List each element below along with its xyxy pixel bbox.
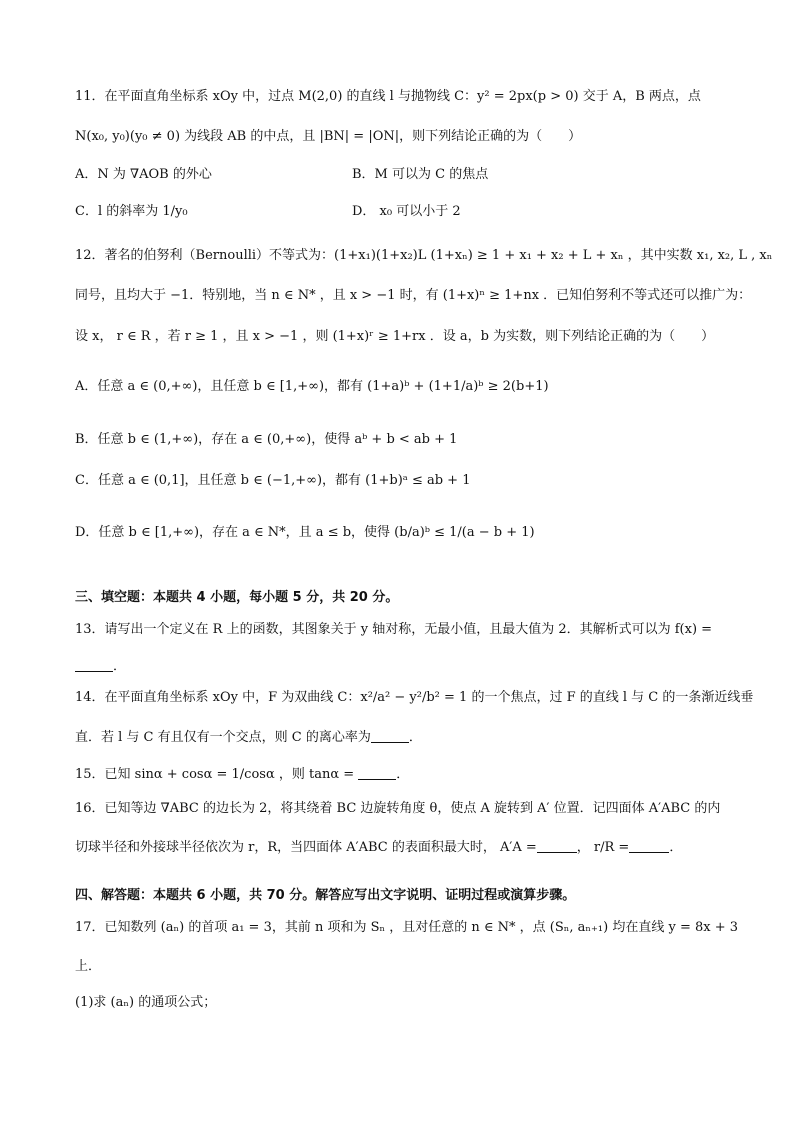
q14-line2-period: ． bbox=[408, 730, 422, 745]
q14-line1: 14．在平面直角坐标系 xOy 中，F 为双曲线 C：x²/a² − y²/b² = 1 的一个焦点，过 F 的直线 l 与 C 的一条渐近线垂 bbox=[75, 690, 754, 705]
q12-option-a: A．任意 a ∈ (0,+∞)，且任意 b ∈ [1,+∞)，都有 (1+a)ᵇ + (1+1/a)ᵇ ≥ 2(b+1) bbox=[75, 379, 549, 394]
q15-line1-period: ． bbox=[396, 767, 410, 782]
q11-option-b: B．M 可以为 C 的焦点 bbox=[352, 167, 489, 182]
q11-option-d: D． x₀ 可以小于 2 bbox=[352, 204, 461, 219]
q14-answer-blank[interactable] bbox=[371, 728, 409, 743]
q12-option-d: D．任意 b ∈ [1,+∞)，存在 a ∈ N*，且 a ≤ b，使得 (b/a)ᵇ ≤ 1/(a − b + 1) bbox=[75, 525, 535, 540]
q12-line3: 设 x， r ∈ R ，若 r ≥ 1 ，且 x > −1 ，则 (1+x)ʳ ≥ 1+rx ．设 a，b 为实数，则下列结论正确的为（ ） bbox=[75, 329, 715, 344]
q12-option-c: C．任意 a ∈ (0,1]，且任意 b ∈ (−1,+∞)，都有 (1+b)ᵃ ≤ ab + 1 bbox=[75, 473, 471, 488]
q11-option-a: A．N 为 ∇AOB 的外心 bbox=[75, 167, 212, 182]
q16-line2-mid: ， r/R = bbox=[576, 840, 630, 855]
q11-line2: N(x₀, y₀)(y₀ ≠ 0) 为线段 AB 的中点，且 |BN| = |ON|，则下列结论正确的为（ ） bbox=[75, 129, 582, 144]
q14-line2 bbox=[75, 728, 754, 747]
q12-line2: 同号，且均大于 −1．特别地，当 n ∈ N* ，且 x > −1 时，有 (1+x)ⁿ ≥ 1+nx ．已知伯努利不等式还可以推广为： bbox=[75, 288, 752, 303]
q16-answer-blank-1[interactable] bbox=[537, 838, 577, 853]
q16-line1: 16．已知等边 ∇ABC 的边长为 2，将其绕着 BC 边旋转角度 θ，使点 A 旋转到 A′ 位置．记四面体 A′ABC 的内 bbox=[75, 801, 721, 816]
q16-line2 bbox=[75, 838, 754, 857]
q13-line1: 13．请写出一个定义在 R 上的函数，其图象关于 y 轴对称，无最小值，且最大值为 2．其解析式可以为 f(x) = bbox=[75, 622, 713, 637]
q11-line1: 11．在平面直角坐标系 xOy 中，过点 M(2,0) 的直线 l 与抛物线 C：y² = 2px(p > 0) 交于 A，B 两点，点 bbox=[75, 89, 701, 104]
q13-answer-blank[interactable] bbox=[75, 657, 113, 672]
q15-line1-text: 15．已知 sinα + cosα = 1/cosα ，则 tanα = bbox=[75, 767, 355, 782]
q14-line2-text: 直．若 l 与 C 有且仅有一个交点，则 C 的离心率为 bbox=[75, 730, 371, 745]
q17-part1: (1)求 (aₙ) 的通项公式； bbox=[75, 995, 217, 1010]
q13-line2 bbox=[75, 657, 754, 676]
q13-line2-period: ． bbox=[113, 659, 127, 674]
section-3-heading: 三、填空题：本题共 4 小题，每小题 5 分，共 20 分。 bbox=[75, 590, 399, 605]
q12-line1: 12．著名的伯努利（Bernoulli）不等式为：(1+x₁)(1+x₂)L (1+xₙ) ≥ 1 + x₁ + x₂ + L + xₙ ，其中实数 x₁, x₂, L , xₙ bbox=[75, 248, 773, 263]
q15-line1 bbox=[75, 765, 754, 784]
q16-line2-text: 切球半径和外接球半径依次为 r，R，当四面体 A′ABC 的表面积最大时， A′A = bbox=[75, 840, 537, 855]
q12-option-b: B．任意 b ∈ (1,+∞)，存在 a ∈ (0,+∞)，使得 aᵇ + b < ab + 1 bbox=[75, 432, 458, 447]
section-4-heading: 四、解答题：本题共 6 小题，共 70 分。解答应写出文字说明、证明过程或演算步骤。 bbox=[75, 888, 576, 903]
q17-line1: 17．已知数列 (aₙ) 的首项 a₁ = 3，其前 n 项和为 Sₙ ，且对任意的 n ∈ N* ，点 (Sₙ, aₙ₊₁) 均在直线 y = 8x + 3 bbox=[75, 920, 738, 935]
q11-option-c: C．l 的斜率为 1/y₀ bbox=[75, 204, 188, 219]
q16-answer-blank-2[interactable] bbox=[629, 838, 669, 853]
q17-line2: 上． bbox=[75, 959, 102, 974]
q15-answer-blank[interactable] bbox=[358, 765, 396, 780]
q16-line2-period: ． bbox=[669, 840, 683, 855]
